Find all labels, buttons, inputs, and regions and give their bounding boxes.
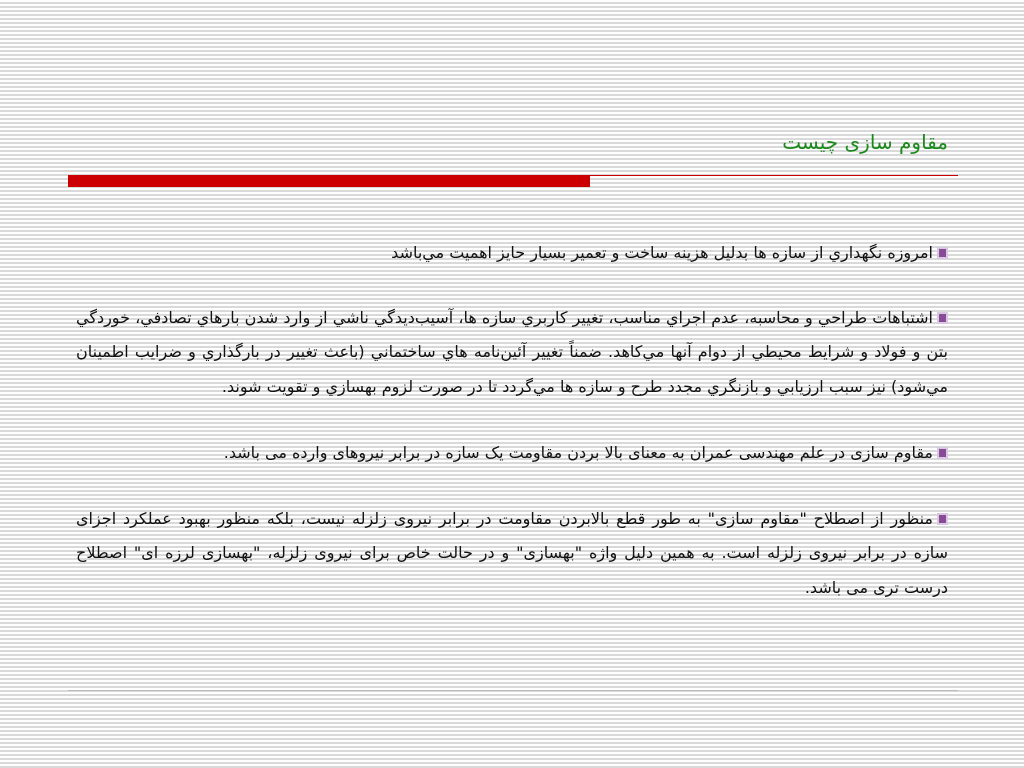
bullet-text: منظور از اصطلاح "مقاوم سازی" به طور قطع بالابردن مقاومت در برابر نیروی زلزله نیست، بلکه منظور بهبود عملکرد اجزای سازه در برابر نیروی زلزله است. به همین دلیل واژه "بهسازی" و در حالت خاص برای نیروی زلزله، "بهسازی لرزه ای" اصطلاح درست تری می باشد. — [76, 508, 948, 597]
square-bullet-icon — [937, 247, 948, 259]
bullet-text: اشتباهات طراحي و محاسبه، عدم اجراي مناسب، تغيير كاربري سازه ها، آسيب‌ديدگي ناشي از وارد شدن بارهاي تصادفي، خوردگي بتن و فولاد و شرايط محيطي از دوام آنها مي‌كاهد. ضمناً تغيير آئين‌نامه هاي ساختماني (باعث تغيير در بارگذاري و ضرايب اطمينان مي‌شود) نيز سبب ارزيابي و بازنگري مجدد طرح و سازه ها مي‌گردد تا در صورت لزوم بهسازي و تقويت شوند. — [76, 307, 948, 396]
slide-body — [76, 236, 948, 605]
square-bullet-icon — [937, 312, 948, 324]
square-bullet-icon — [937, 513, 948, 525]
bullet-item — [76, 502, 948, 606]
bullet-item — [76, 236, 948, 271]
bullet-text: امروزه نگهداري از سازه ها بدليل هزينه ساخت و تعمير بسيار حايز اهميت مي‌باشد — [391, 243, 933, 262]
square-bullet-icon — [937, 447, 948, 459]
title-accent-bar — [68, 175, 590, 187]
bullet-item — [76, 436, 948, 471]
bullet-text: مقاوم سازی در علم مهندسی عمران به معنای بالا بردن مقاومت یک سازه در برابر نیروهای وارده می باشد. — [223, 443, 933, 462]
slide-title: مقاوم سازی چیست — [782, 130, 948, 154]
bullet-item — [76, 301, 948, 405]
footer-divider-line — [68, 690, 958, 691]
